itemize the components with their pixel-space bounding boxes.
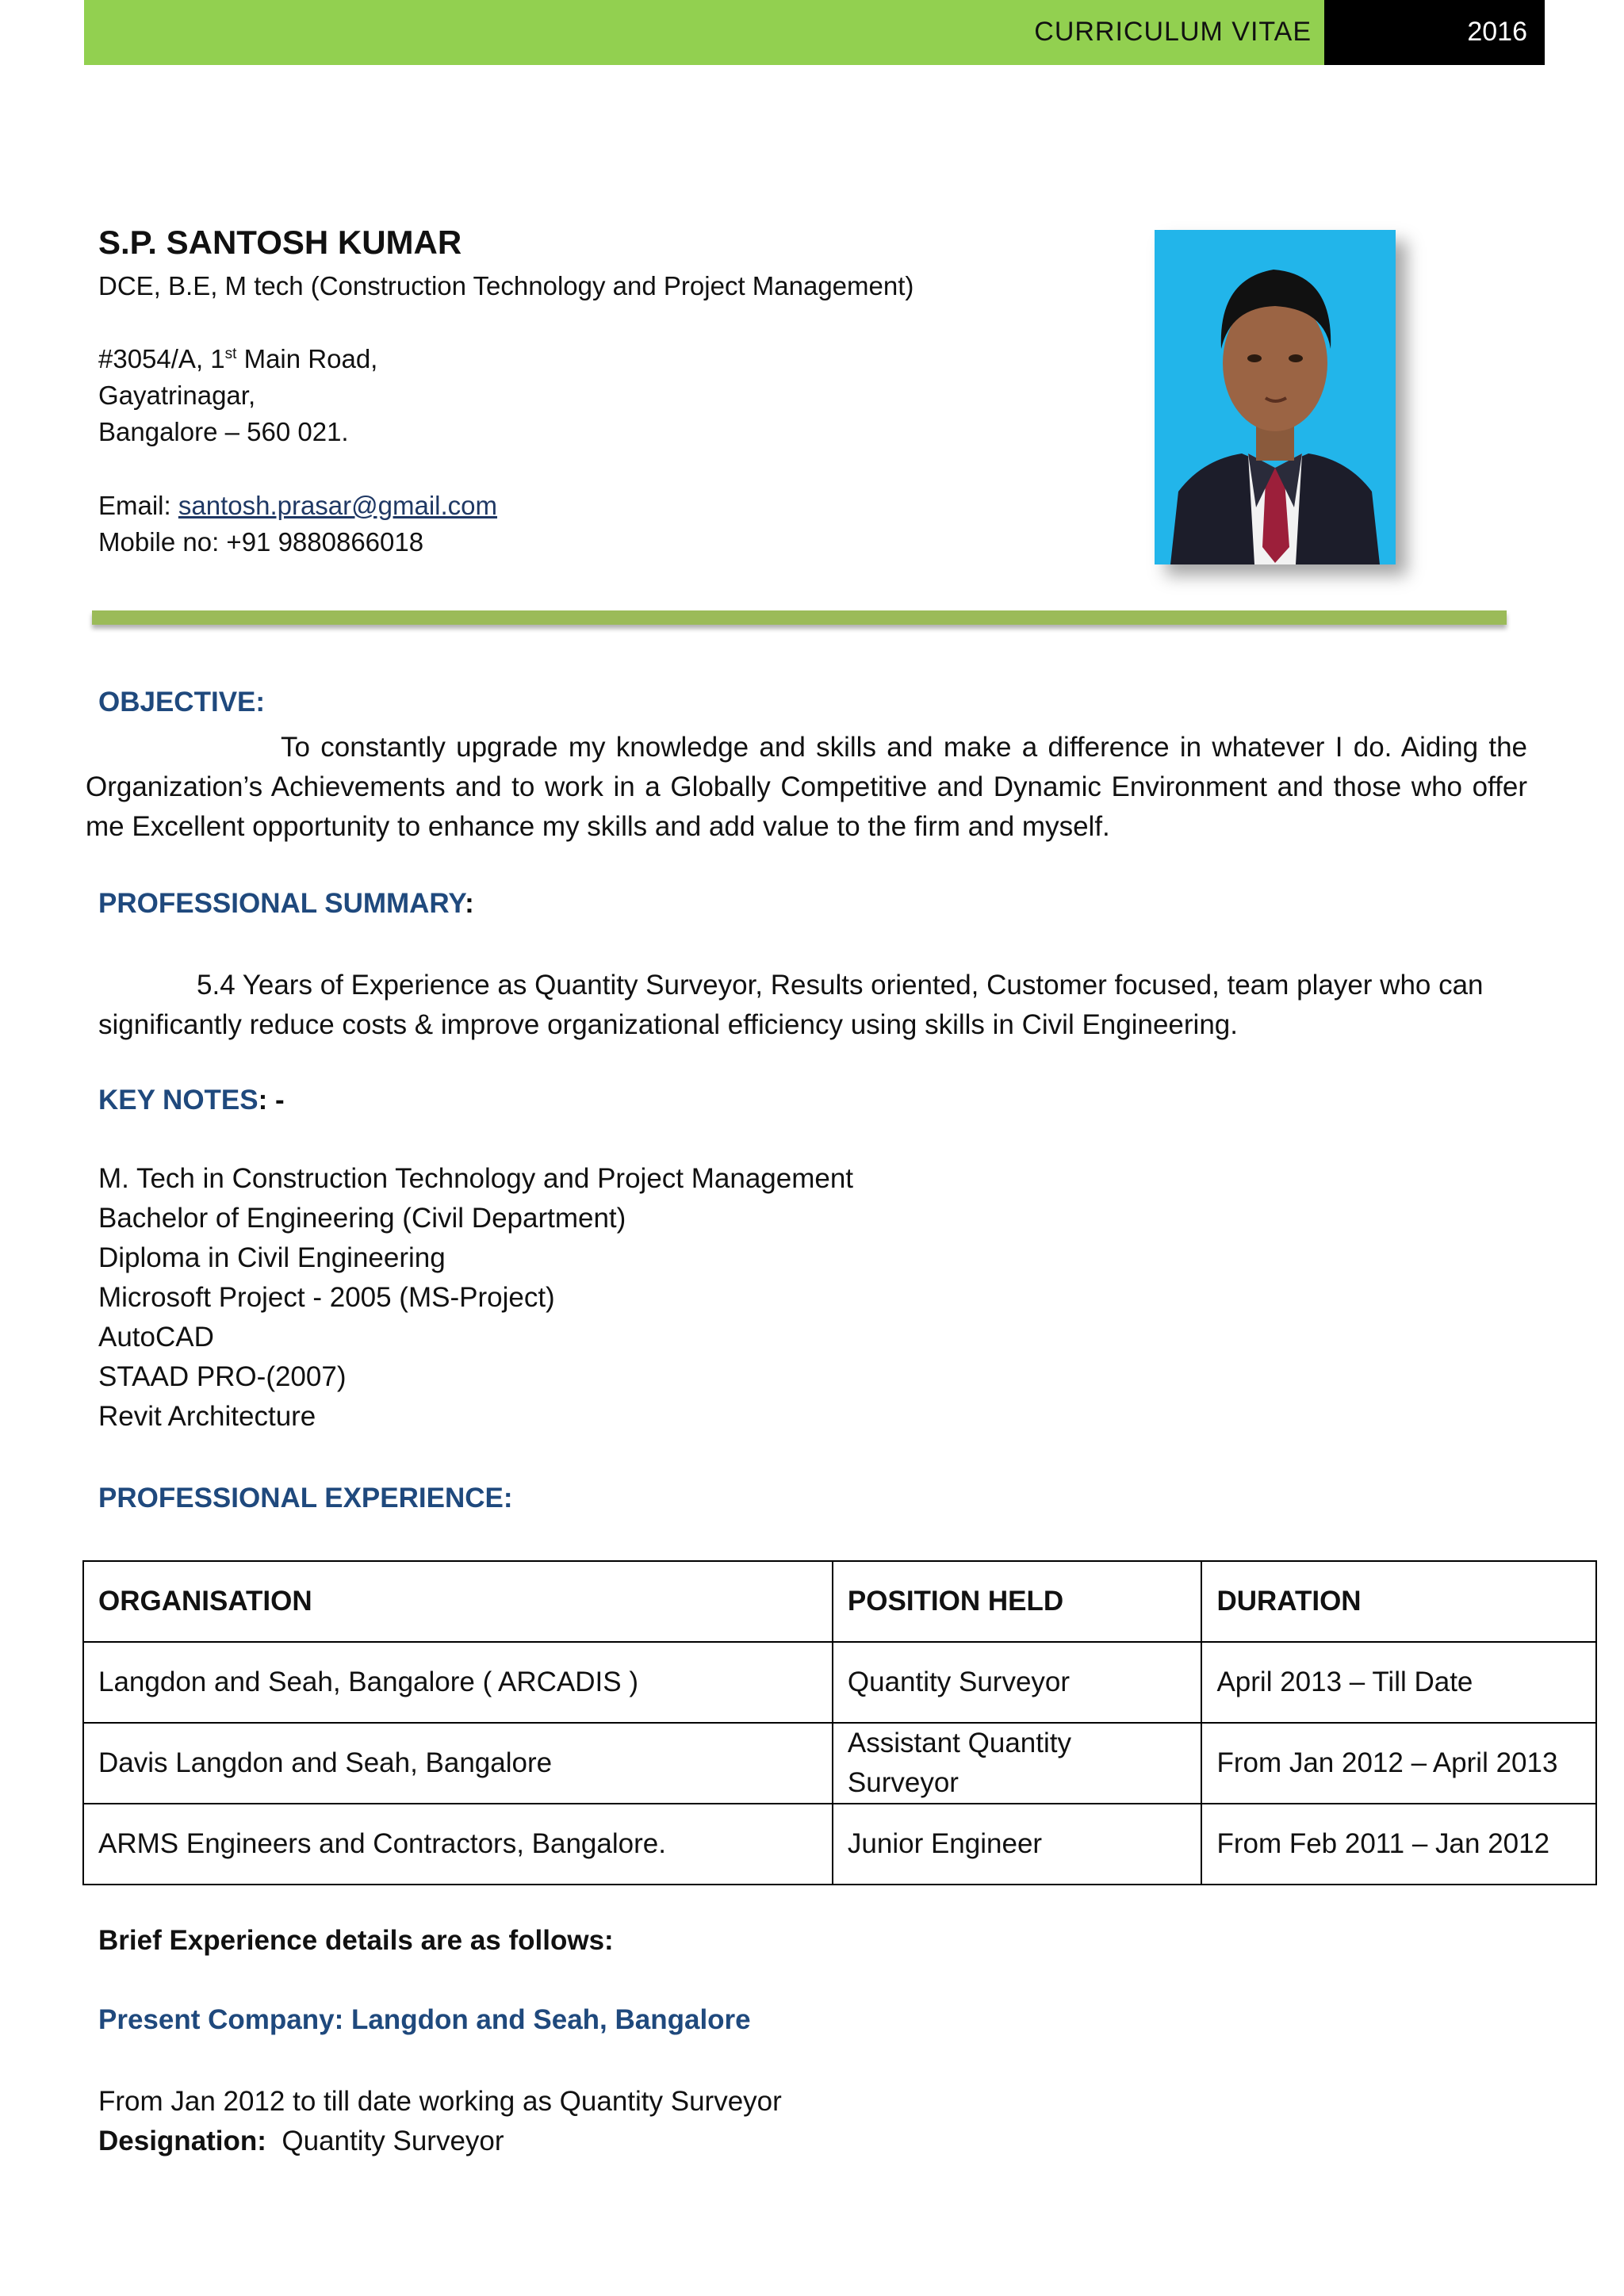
key-notes-list [98,1159,853,1437]
table-row [83,1642,1596,1723]
table-row [83,1723,1596,1804]
key-notes-heading: KEY NOTES: - [98,1085,285,1115]
address-line-2: Gayatrinagar, [98,381,256,410]
address-line-1: #3054/A, 1st Main Road, [98,344,378,373]
list-item: AutoCAD [98,1322,214,1353]
contact-block [98,488,497,561]
candidate-name: S.P. SANTOSH KUMAR [98,224,462,261]
address-line-3: Bangalore – 560 021. [98,417,349,446]
list-item: Revit Architecture [98,1401,316,1432]
summary-text: 5.4 Years of Experience as Quantity Surveyor, Results oriented, Customer focused, team player who can significantly reduce costs & improve organizational efficiency using skills in Civil Engineering. [98,970,1484,1040]
email-link[interactable]: santosh.prasar@gmail.com [178,491,498,520]
table-cell-position: Assistant Quantity Surveyor [833,1723,1202,1804]
working-line: From Jan 2012 to till date working as Quantity Surveyor [98,2086,782,2117]
table-cell-organisation: ARMS Engineers and Contractors, Bangalore. [83,1804,833,1885]
address-block [98,341,377,450]
objective-text: To constantly upgrade my knowledge and skills and make a difference in whatever I do. Aiding the Organization’s Achievements and to work in a Globally Competitive and Dynamic Environment and those who offer me Excellent opportunity to enhance my skills and add value to the firm and myself. [86,732,1527,842]
designation-line [98,2122,504,2161]
list-item: STAAD PRO-(2007) [98,1361,347,1392]
mobile-number: Mobile no: +91 9880866018 [98,527,424,557]
qualifications: DCE, B.E, M tech (Construction Technology and Project Management) [98,271,914,300]
list-item: Bachelor of Engineering (Civil Department) [98,1203,626,1234]
column-header-duration: DURATION [1201,1561,1596,1642]
experience-heading: PROFESSIONAL EXPERIENCE: [98,1483,513,1513]
column-header-position: POSITION HELD [833,1561,1202,1642]
brief-heading: Brief Experience details are as follows: [98,1925,614,1956]
email-line [98,488,497,524]
objective-heading: OBJECTIVE: [98,687,266,718]
list-item: M. Tech in Construction Technology and Project Management [98,1163,854,1194]
table-cell-position: Quantity Surveyor [833,1642,1202,1723]
header-year: 2016 [1324,0,1545,65]
experience-table [82,1560,1597,1885]
table-cell-duration: From Feb 2011 – Jan 2012 [1201,1804,1596,1885]
table-header-row [83,1561,1596,1642]
list-item: Diploma in Civil Engineering [98,1242,446,1273]
section-divider [92,610,1507,625]
table-cell-duration: From Jan 2012 – April 2013 [1201,1723,1596,1804]
present-company: Present Company: Langdon and Seah, Bangalore [98,2004,751,2035]
summary-heading: PROFESSIONAL SUMMARY: [98,888,474,919]
table-cell-organisation: Langdon and Seah, Bangalore ( ARCADIS ) [83,1642,833,1723]
column-header-organisation: ORGANISATION [83,1561,833,1642]
designation-label: Designation: [98,2126,266,2156]
email-label: Email: [98,491,178,520]
table-cell-organisation: Davis Langdon and Seah, Bangalore [83,1723,833,1804]
header-title: CURRICULUM VITAE [1034,17,1312,47]
table-row [83,1804,1596,1885]
table-cell-duration: April 2013 – Till Date [1201,1642,1596,1723]
designation-value: Quantity Surveyor [282,2126,504,2156]
table-cell-position: Junior Engineer [833,1804,1202,1885]
profile-photo [1155,230,1396,564]
list-item: Microsoft Project - 2005 (MS-Project) [98,1282,555,1313]
